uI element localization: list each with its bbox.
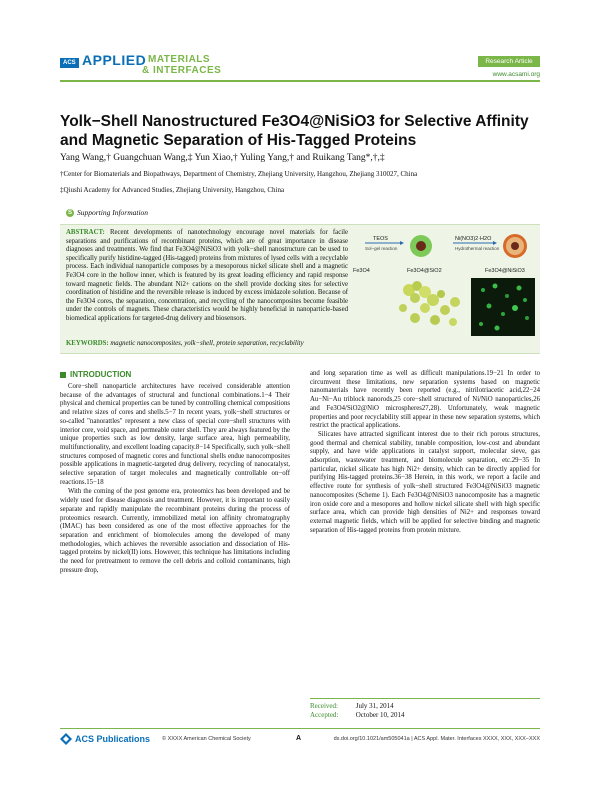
toc-graphic [355,230,535,336]
body-paragraph: Silicates have attracted significant interest due to their rich porous structures, good thermal and chemical stability, tunable composition, low-cost and abundant supply, and have wide applications in catalyst support, molecular sieve, gas adsorption, wastewater treatment, and biomolecule separation, etc.29−35 In particular, nickel silicate has high Ni2+ density, which can be directly applied for purifying His-tagged proteins.36−38 Herein, in this work, we report a facile and effective route for synthesis of yolk−shell structured Fe3O4@NiSiO3 magnetic nanocomposites (Scheme 1). Each Fe3O4@NiSiO3 nanocomposite has a magnetic iron oxide core and a mesopores and hollow nickel silicate shell with high specific surface area, which can provide high densities of Ni2+ and responses toward external magnetic fields, which will be applied for selective binding and magnetic separation of His-tagged proteins from protein mixture. [310,430,540,534]
keywords [66,340,536,347]
article-dates [310,702,405,720]
accepted-label: Accepted: [310,711,339,719]
graphic-label-p2: Fe3O4@SiO2 [407,268,442,274]
dates-rule [310,698,540,699]
graphic-step1: TEOS [373,236,388,242]
author-list: Yang Wang,† Guangchuan Wang,‡ Yun Xiao,† Yuling Yang,† and Ruikang Tang*,†,‡ [60,153,385,163]
affiliation-1: †Center for Biomaterials and Biopathways, Department of Chemistry, Zhejiang University, Hangzhou, Zhejiang 310027, China [60,170,418,178]
body-paragraph: Core−shell nanoparticle architectures have received considerable attention because of the advantages of structural and functional combinations.1−4 Their physical and chemical properties can be tuned by controlling chemical compositions and relative sizes of cores and shells.5−7 In recent years, yolk−shell structures or so-called "nanorattles" represent a new class of special core−shell structures with interior core, void space, and permeable outer shell. They are always featured by the unique properties such as low density, large surface area, high permeability, multifunctionality, and excellent loading capacity.8−14 Specifically, such yolk−shell structures composed of magnetic cores and functional shells endue nanocomposites possible applications in magnetic-targeted drug delivery, recycling of nanocatalyst, selective separation of target molecules and magnetically controllable on−off reactions.15−18 [60,383,290,486]
footer-rule [60,728,540,729]
received-date [310,702,405,711]
graphic-label-p1: Fe3O4 [353,268,370,274]
abstract-label: ABSTRACT: [66,229,105,236]
body-paragraph: and long separation time as well as difficult manipulations.19−21 In order to circumvent these limitations, new separation systems based on magnetic nanomaterials have recently been reported (e.g., nitrilotriacetic acid,22−24 Au−Ni−Au triblock nanorods,25 core−shell structured of Ni/NiO nanoparticles,26 and Fe3O4/SiO2@NiO microspheres27,28). Unfortunately, weak magnetic properties and poor recyclability still appear in these new separation systems, which restrict the practical applications. [310,370,540,430]
received-value: July 31, 2014 [355,702,394,710]
abstract-body: Recent developments of nanotechnology encourage novel materials for facile separations and purifications of recombinant proteins, which are of great importance in disease diagnoses and treatments. We find that Fe3O4@NiSiO3 with yolk−shell nanostructure can be used to specifically purify histidine-tagged (His-tagged) proteins from mixtures of lysed cells with a recyclable process. Each individual nanoparticle composes by a mesoporous nickel silicate shell and a magnetic Fe3O4 core in the hollow inner, which is featured by its great loading efficiency and rapid response toward magnetic fields. The abundant Ni2+ cations on the shell provide docking sites for selective coordination of histidine and the reversible release is induced by excess imidazole solution. Because of the Fe3O4 cores, the separation, concentration, and recycling of the nanocomposites become feasible under the controls of magnets. These characteristics would be highly beneficial in nanoparticle-based biomedical applications for targeted-drug delivery and biosensors. [66,229,349,322]
graphic-step2: Ni(NO3)2·H2O [455,236,492,242]
journal-logo-materials: MATERIALS [148,54,211,65]
journal-logo-applied: APPLIED [82,52,147,68]
section-marker-icon [60,372,66,378]
graphic-step2b: Hydrothermal reaction [455,246,500,251]
journal-url[interactable]: www.acsami.org [492,71,540,78]
graphic-core-3 [511,242,519,250]
article-title: Yolk−Shell Nanostructured Fe3O4@NiSiO3 for Selective Affinity and Magnetic Separation of His-Tagged Proteins [60,113,529,149]
graphic-core-2 [416,241,426,251]
supporting-info-icon: S [67,209,72,216]
journal-logo-interfaces: & INTERFACES [142,65,222,76]
accepted-value: October 10, 2014 [355,711,405,719]
graphic-arrowhead-2 [493,241,497,245]
affiliation-2: ‡Qiushi Academy for Advanced Studies, Zhejiang University, Hangzhou, China [60,186,285,194]
accepted-date [310,711,405,720]
right-column [310,370,540,536]
keywords-label: KEYWORDS: [66,340,109,347]
copyright: © XXXX American Chemical Society [162,736,251,742]
acs-badge: ACS [60,58,79,68]
acs-pubs-icon [60,733,72,745]
supporting-information-link[interactable] [66,208,148,217]
supporting-info-label: Supporting Information [77,208,149,217]
graphic-micrograph-cluster [399,281,460,326]
graphic-label-p3: Fe3O4@NiSiO3 [485,268,525,274]
graphic-arrowhead-1 [400,241,404,245]
received-label: Received: [310,702,338,710]
page-number: A [296,735,302,742]
introduction-heading-label: INTRODUCTION [70,370,132,379]
doi-citation[interactable]: dx.doi.org/10.1021/am505041a | ACS Appl. Mater. Interfaces XXXX, XXX, XXX−XXX [333,736,540,742]
graphic-step1b: Sol−gel reaction [365,246,398,251]
keywords-list: magnetic nanocomposites, yolk−shell, protein separation, recyclability [110,340,304,347]
left-column [60,370,290,576]
graphic-fluorescence-image [471,278,535,336]
abstract [66,229,348,324]
header-rule [60,80,540,82]
publisher-logo [60,733,150,745]
article-type-badge: Research Article [478,56,540,67]
introduction-heading [60,370,290,379]
publisher-name: ACS Publications [75,734,151,744]
body-paragraph: With the coming of the post genome era, proteomics has been developed and be widely used for disease diagnosis and treatment. However, it is important to easily separate and rapidly manipulate the recombinant proteins during the process of proteomics research. Currently, immobilized metal ion affinity chromatography (IMAC) has been considered as one of the most effective approaches for the separation and enrichment of biomolecules among the developed of many methodologies, which achieves the reversible association and dissociation of His-tagged proteins by nickel(II) ions. However, this technique has limitations including the need for pretreatment to remove the cell debris and colloid contaminants, high pressure drop, [60,488,290,574]
